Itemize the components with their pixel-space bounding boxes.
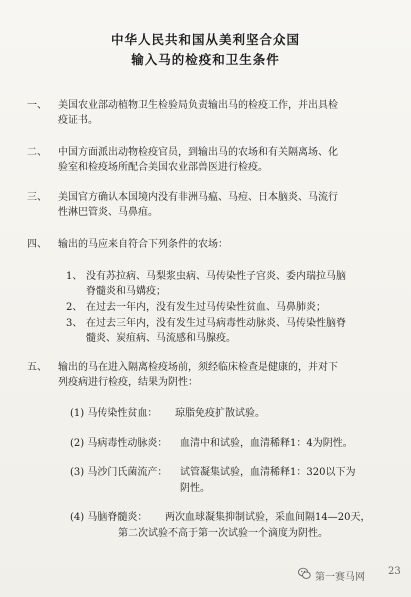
- item-text-line: 验室和检疫场所配合美国农业部兽医进行检疫。: [58, 162, 268, 173]
- document-title-line2: 输入马的检疫和卫生条件: [131, 52, 280, 67]
- item-text-line: 中国方面派出动物检疫官员，到输出马的农场和有关隔离场、化: [58, 147, 338, 158]
- item-text-line: 列疫病进行检疫，结果为阴性：: [58, 377, 198, 388]
- item-text-line: 输出的马应来自符合下列条件的农场：: [58, 239, 228, 250]
- item-text-line: 美国农业部动植物卫生检验局负责输出马的检疫工作，并出具检: [58, 100, 338, 111]
- sub-item-text-line: 没有苏拉病、马梨浆虫病、马传染性子宫炎、委内瑞拉马脑: [86, 271, 346, 282]
- sub-item-text-line: 髓炎、炭疽病、马流感和马腺疫。: [86, 333, 236, 344]
- sub-item-number: 2、: [66, 302, 83, 313]
- wechat-icon: [298, 567, 311, 580]
- item-number: 四、: [27, 239, 47, 250]
- item-text-line: 疫证书。: [58, 115, 98, 126]
- test-label: (3) 马沙门氏菌流产：: [70, 467, 168, 478]
- watermark-text: 第一赛马网: [315, 572, 365, 583]
- page-number: 23: [388, 566, 401, 577]
- document-title-line1: 中华人民共和国从美利坚合众国: [110, 32, 300, 47]
- test-description: 第二次试验不高于第一次试验一个滴度为阴性。: [118, 528, 328, 539]
- item-number: 一、: [27, 100, 47, 111]
- test-description: 琼脂免疫扩散试验。: [175, 408, 265, 419]
- test-description: 血清中和试验，血清稀释1：4为阴性。: [180, 438, 353, 449]
- item-number: 五、: [27, 362, 47, 373]
- item-number: 二、: [27, 147, 47, 158]
- test-label: (1) 马传染性贫血：: [70, 408, 158, 419]
- test-label: (4) 马脑脊髓炎：: [70, 512, 148, 523]
- test-label: (2) 马病毒性动脉炎：: [70, 438, 168, 449]
- item-text-line: 输出的马在进入隔离检疫场前，须经临床检查是健康的，并对下: [58, 362, 338, 373]
- item-text-line: 性淋巴管炎、马鼻疽。: [58, 207, 158, 218]
- sub-item-text-line: 在过去一年内，没有发生过马传染性贫血、马鼻肺炎；: [86, 302, 326, 313]
- item-text-line: 美国官方确认本国境内没有非洲马瘟、马痘、日本脑炎、马流行: [58, 192, 338, 203]
- sub-item-text-line: 脊髓炎和马媾疫；: [86, 286, 166, 297]
- test-description: 试管凝集试验，血清稀释1：320以下为: [180, 467, 356, 478]
- sub-item-number: 3、: [66, 318, 83, 329]
- test-description: 两次血球凝集抑制试验，采血间隔14—20天，: [165, 512, 371, 523]
- sub-item-number: 1、: [66, 271, 83, 282]
- item-number: 三、: [27, 192, 47, 203]
- sub-item-text-line: 在过去三年内，没有发生过马病毒性动脉炎、马传染性脑脊: [86, 318, 346, 329]
- test-description: 阴性。: [180, 483, 210, 494]
